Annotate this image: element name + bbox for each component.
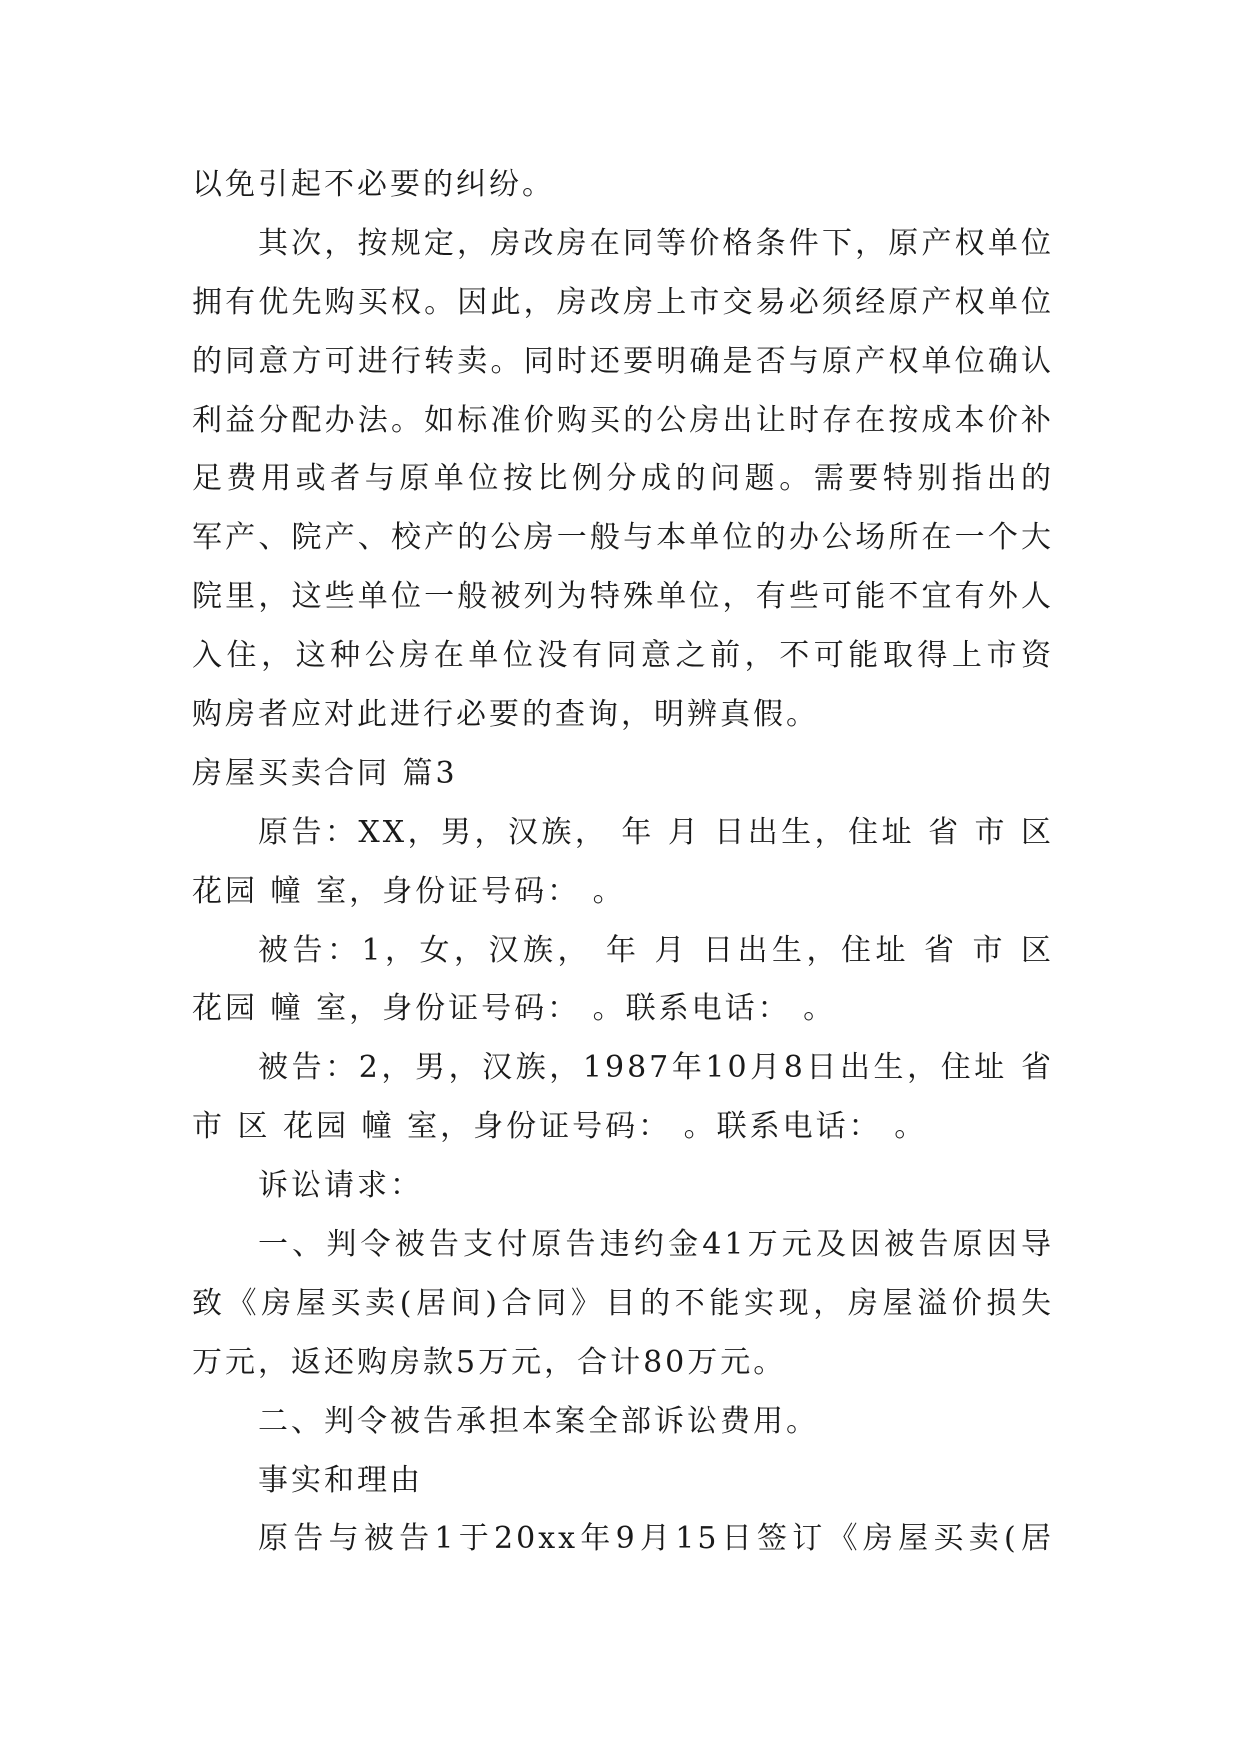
document-body xyxy=(192,156,1054,1569)
text-line: 院里，这些单位一般被列为特殊单位，有些可能不宜有外人 xyxy=(192,579,1054,615)
text-line: 花园 幢 室，身份证号码： 。联系电话： 。 xyxy=(192,991,837,1027)
text-line: 二、判令被告承担本案全部诉讼费用。 xyxy=(258,1403,819,1439)
text-line: 原告与被告1于20xx年9月15日签订《房屋买卖(居 xyxy=(258,1521,1054,1557)
text-line: 致《房屋买卖(居间)合同》目的不能实现，房屋溢价损失 xyxy=(192,1285,1054,1321)
text-line: 万元，返还购房款5万元，合计80万元。 xyxy=(192,1344,787,1380)
text-line: 足费用或者与原单位按比例分成的问题。需要特别指出的 xyxy=(192,461,1054,497)
text-line: 市 区 花园 幢 室，身份证号码： 。联系电话： 。 xyxy=(192,1109,928,1145)
text-line: 以免引起不必要的纠纷。 xyxy=(192,167,555,202)
text-line: 的同意方可进行转卖。同时还要明确是否与原产权单位确认 xyxy=(192,343,1054,379)
text-line: 购房者应对此进行必要的查询，明辨真假。 xyxy=(192,697,819,733)
text-line: 原告：XX，男，汉族， 年 月 日出生，住址 省 市 区 xyxy=(258,814,1054,850)
text-line: 花园 幢 室，身份证号码： 。 xyxy=(192,873,626,909)
text-line: 一、判令被告支付原告违约金41万元及因被告原因导 xyxy=(258,1227,1054,1263)
text-line: 利益分配办法。如标准价购买的公房出让时存在按成本价补 xyxy=(192,402,1054,438)
text-line: 被告：2，男，汉族，1987年10月8日出生，住址 省 xyxy=(258,1050,1054,1086)
text-line: 入住，这种公房在单位没有同意之前，不可能取得上市资 xyxy=(192,638,1054,674)
text-line: 其次，按规定，房改房在同等价格条件下，原产权单位 xyxy=(258,225,1054,261)
text-line: 事实和理由 xyxy=(258,1462,423,1498)
text-line: 房屋买卖合同 篇3 xyxy=(192,755,458,791)
text-line: 诉讼请求： xyxy=(258,1168,423,1204)
text-line: 被告：1，女，汉族， 年 月 日出生，住址 省 市 区 xyxy=(258,932,1054,968)
text-line: 拥有优先购买权。因此，房改房上市交易必须经原产权单位 xyxy=(192,284,1054,320)
text-line: 军产、院产、校产的公房一般与本单位的办公场所在一个大 xyxy=(192,520,1054,556)
